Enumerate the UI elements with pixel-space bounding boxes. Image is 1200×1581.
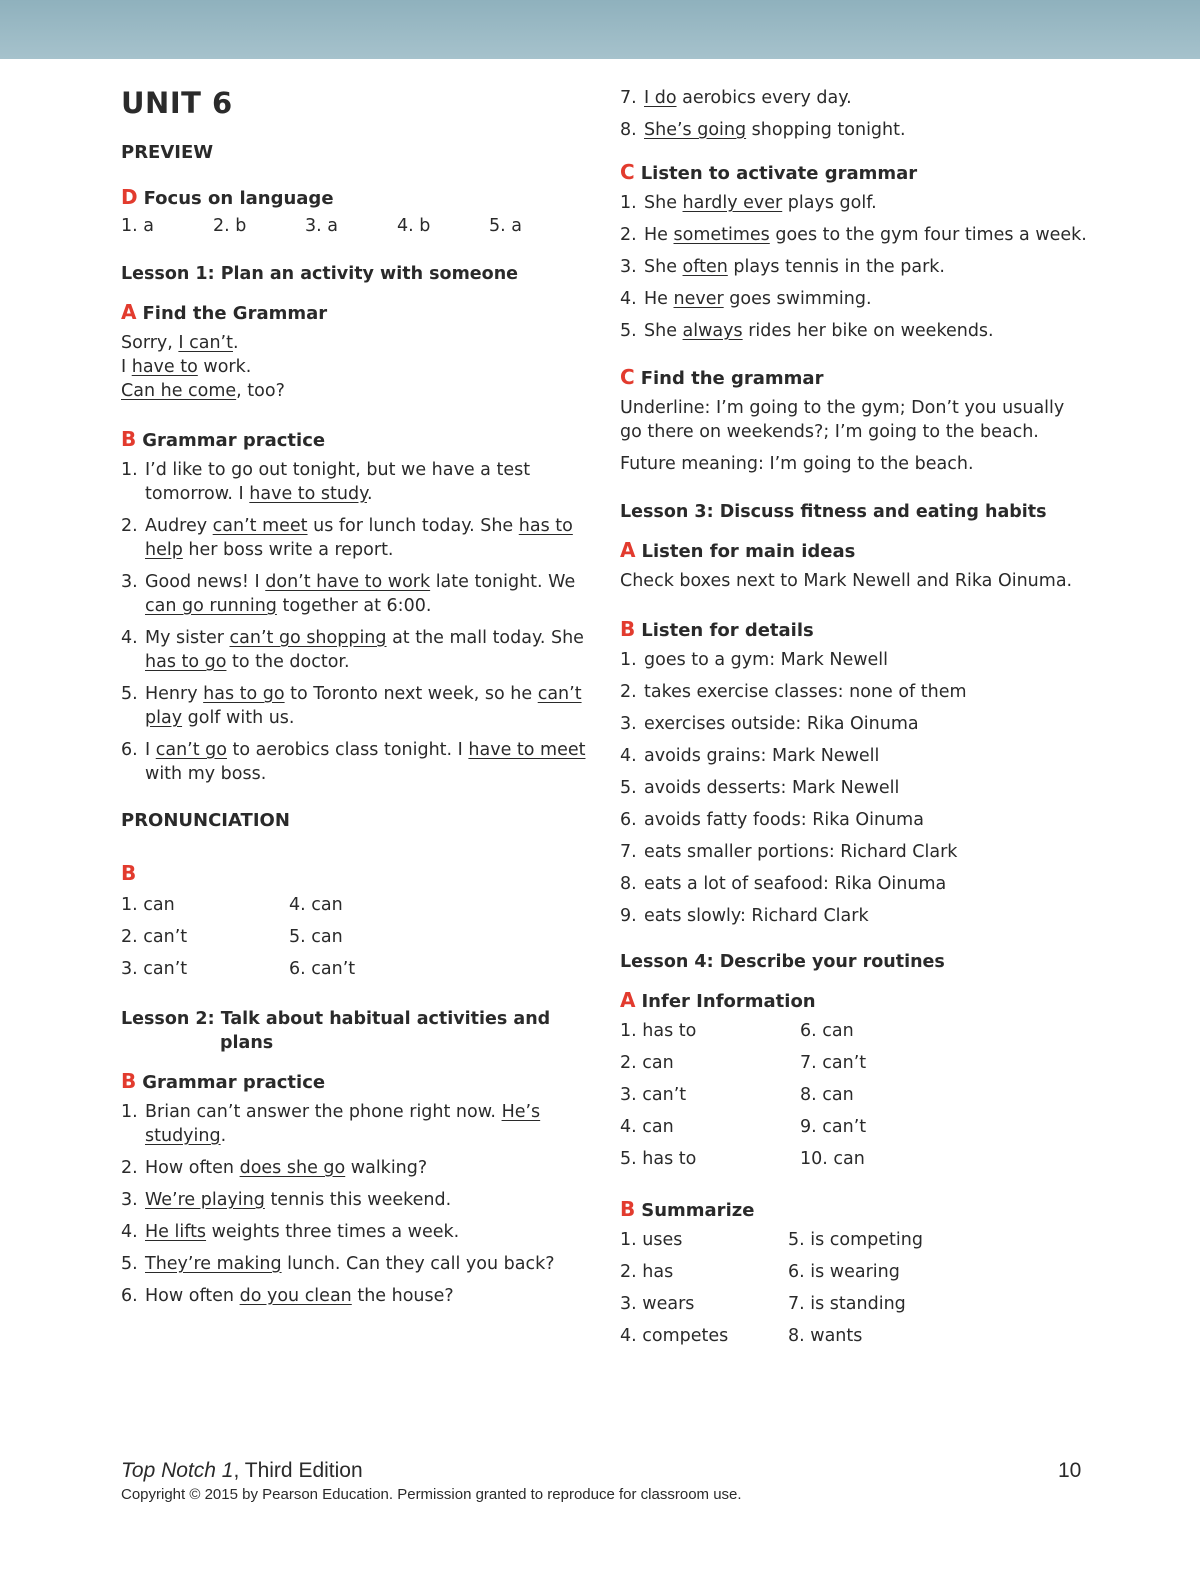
list-item (620, 648, 1090, 672)
text: . (232, 333, 239, 353)
underlined-text: He’s studying (145, 1102, 541, 1146)
list-item (620, 191, 1090, 215)
item-number: 2. (620, 225, 637, 245)
answer-item: 3. can’t (121, 959, 188, 979)
answer-item: 4. b (397, 216, 431, 236)
focus-language-answers (121, 216, 586, 236)
text: exercises outside: Rika Oinuma (644, 714, 919, 734)
text: with my boss. (145, 764, 267, 784)
underlined-text: can go running (145, 596, 277, 616)
section-letter: C (620, 160, 635, 184)
item-number: 2. (620, 682, 637, 702)
item-number: 1. (620, 193, 637, 213)
focus-language-heading (121, 185, 586, 209)
section-letter: B (121, 427, 137, 451)
section-letter: B (620, 617, 636, 641)
answer-item: 7. can’t (800, 1053, 867, 1073)
text: rides her bike on weekends. (742, 321, 994, 341)
answer-item: 4. competes (620, 1326, 729, 1346)
item-number: 1. (121, 460, 138, 480)
grammar-practice-2-list-cont (620, 86, 1090, 142)
underlined-text: have to study (249, 484, 367, 504)
summarize-heading (620, 1197, 1090, 1221)
list-item (121, 738, 586, 786)
text: together at 6:00. (276, 596, 432, 616)
book-title (121, 1459, 363, 1483)
text: avoids grains: Mark Newell (644, 746, 880, 766)
text: My sister (145, 628, 230, 648)
text: eats smaller portions: Richard Clark (644, 842, 958, 862)
lesson-2-title: Lesson 2: Talk about habitual activities and plans (121, 1009, 551, 1053)
list-item (121, 1252, 586, 1276)
list-item (620, 840, 1090, 864)
answer-item: 5. is competing (788, 1230, 923, 1250)
item-number: 1. (620, 650, 637, 670)
item-number: 5. (121, 684, 138, 704)
section-heading-text: Listen for details (641, 620, 814, 641)
underlined-text: have to (131, 357, 198, 377)
answer-item: 7. is standing (788, 1294, 906, 1314)
text: to Toronto next week, so he (284, 684, 538, 704)
answer-item: 3. wears (620, 1294, 695, 1314)
list-item (620, 86, 1090, 110)
underlined-text: can’t go (155, 740, 227, 760)
find-grammar-2-future: Future meaning: I’m going to the beach. (620, 454, 974, 474)
item-number: 8. (620, 120, 637, 140)
summarize-answers (620, 1228, 1090, 1348)
main-ideas-text: Check boxes next to Mark Newell and Rika Oinuma. (620, 571, 1073, 591)
text: takes exercise classes: none of them (644, 682, 967, 702)
pronunciation-b-heading (121, 861, 586, 885)
listen-details-heading (620, 617, 1090, 641)
lesson-3-title: Lesson 3: Discuss fitness and eating habits (620, 502, 1047, 522)
text: the house? (351, 1286, 454, 1306)
text: to the doctor. (226, 652, 350, 672)
section-letter: D (121, 185, 138, 209)
text: eats a lot of seafood: Rika Oinuma (644, 874, 947, 894)
text: She (644, 321, 683, 341)
grammar-line (121, 355, 586, 379)
underlined-text: can’t meet (212, 516, 308, 536)
text: shopping tonight. (746, 120, 906, 140)
text: Good news! I (145, 572, 266, 592)
text: She (644, 193, 683, 213)
left-column (121, 80, 586, 1330)
section-heading-text: Find the Grammar (142, 303, 328, 324)
infer-info-answers (620, 1019, 1090, 1171)
underlined-text: can’t go shopping (229, 628, 387, 648)
text: golf with us. (182, 708, 295, 728)
list-item (121, 514, 586, 562)
answer-item: 9. can’t (800, 1117, 867, 1137)
item-number: 8. (620, 874, 637, 894)
list-item (121, 1156, 586, 1180)
text: How often (145, 1286, 240, 1306)
section-letter: B (121, 861, 137, 885)
answer-item: 5. a (489, 216, 522, 236)
underlined-text: He lifts (145, 1222, 207, 1242)
answer-item: 8. wants (788, 1326, 863, 1346)
item-number: 4. (121, 628, 138, 648)
infer-info-heading (620, 988, 1090, 1012)
text: her boss write a report. (182, 540, 394, 560)
item-number: 6. (121, 1286, 138, 1306)
section-heading-text: Infer Information (641, 991, 816, 1012)
listen-details-list (620, 648, 1090, 928)
copyright-notice: Copyright © 2015 by Pearson Education. Permission granted to reproduce for classroom use. (121, 1486, 742, 1503)
text: , too? (236, 381, 285, 401)
list-item (620, 680, 1090, 704)
list-item (121, 626, 586, 674)
item-number: 3. (620, 257, 637, 277)
item-number: 2. (121, 516, 138, 536)
answer-item: 4. can (620, 1117, 674, 1137)
text: goes swimming. (723, 289, 872, 309)
answer-item: 6. can (800, 1021, 854, 1041)
list-item (620, 904, 1090, 928)
answer-item: 6. is wearing (788, 1262, 900, 1282)
answer-item: 4. can (289, 895, 343, 915)
answer-item: 1. has to (620, 1021, 697, 1041)
section-letter: A (620, 538, 636, 562)
text: avoids desserts: Mark Newell (644, 778, 900, 798)
underlined-text: don’t have to work (265, 572, 431, 592)
section-heading-text: Find the grammar (640, 368, 824, 389)
text: to aerobics class tonight. I (226, 740, 469, 760)
answer-item: 8. can (800, 1085, 854, 1105)
list-item (620, 712, 1090, 736)
list-item (121, 1220, 586, 1244)
underlined-text: sometimes (673, 225, 770, 245)
text: . (220, 1126, 227, 1146)
text: tennis this weekend. (264, 1190, 452, 1210)
answer-item: 5. can (289, 927, 343, 947)
text: She (644, 257, 683, 277)
underlined-text: I do (644, 88, 677, 108)
book-edition: , Third Edition (233, 1459, 363, 1482)
underlined-text: They’re making (145, 1254, 282, 1274)
answer-item: 10. can (800, 1149, 865, 1169)
underlined-text: does she go (239, 1158, 346, 1178)
section-heading-text: Focus on language (143, 188, 334, 209)
list-item (121, 682, 586, 730)
item-number: 6. (620, 810, 637, 830)
list-item (620, 287, 1090, 311)
main-ideas-heading (620, 538, 1090, 562)
item-number: 2. (121, 1158, 138, 1178)
section-letter: B (620, 1197, 636, 1221)
grammar-practice-list (121, 458, 586, 786)
list-item (620, 319, 1090, 343)
text: He (644, 225, 674, 245)
grammar-practice-heading (121, 427, 586, 451)
item-number: 7. (620, 842, 637, 862)
answer-item: 3. a (305, 216, 338, 236)
underlined-text: has to go (145, 652, 227, 672)
answer-item: 2. can (620, 1053, 674, 1073)
underlined-text: have to meet (468, 740, 586, 760)
list-item (121, 1100, 586, 1148)
list-item (620, 776, 1090, 800)
item-number: 3. (121, 572, 138, 592)
text: at the mall today. She (386, 628, 584, 648)
answer-item: 1. can (121, 895, 175, 915)
text: Brian can’t answer the phone right now. (145, 1102, 502, 1122)
text: weights three times a week. (206, 1222, 460, 1242)
text: eats slowly: Richard Clark (644, 906, 869, 926)
text: I (121, 357, 132, 377)
find-grammar-heading (121, 300, 586, 324)
pronunciation-answers (121, 893, 586, 981)
text: Henry (145, 684, 204, 704)
list-item (620, 808, 1090, 832)
item-number: 4. (620, 289, 637, 309)
answer-item: 2. b (213, 216, 247, 236)
section-letter: A (121, 300, 137, 324)
find-grammar-2-heading (620, 365, 1090, 389)
book-title-italic: Top Notch 1 (121, 1459, 234, 1482)
text: He (644, 289, 674, 309)
text: late tonight. We (430, 572, 576, 592)
list-item (121, 1284, 586, 1308)
find-grammar-lines (121, 331, 586, 403)
text: How often (145, 1158, 240, 1178)
section-heading-text: Listen for main ideas (641, 541, 856, 562)
underlined-text: She’s going (644, 120, 747, 140)
text: work. (197, 357, 252, 377)
item-number: 5. (620, 321, 637, 341)
answer-item: 1. a (121, 216, 154, 236)
item-number: 3. (620, 714, 637, 734)
item-number: 3. (121, 1190, 138, 1210)
text: goes to the gym four times a week. (769, 225, 1087, 245)
text: aerobics every day. (676, 88, 852, 108)
item-number: 5. (121, 1254, 138, 1274)
list-item (620, 255, 1090, 279)
listen-activate-heading (620, 160, 1090, 184)
text: plays golf. (782, 193, 877, 213)
answer-item: 5. has to (620, 1149, 697, 1169)
underlined-text: Can he come (121, 381, 237, 401)
underlined-text: do you clean (239, 1286, 352, 1306)
underlined-text: often (682, 257, 728, 277)
section-heading-text: Summarize (641, 1200, 755, 1221)
lesson-1-title: Lesson 1: Plan an activity with someone (121, 264, 519, 284)
answer-item: 1. uses (620, 1230, 683, 1250)
text: Sorry, (121, 333, 179, 353)
unit-title: UNIT 6 (121, 86, 233, 120)
answer-item: 2. has (620, 1262, 674, 1282)
text: Audrey (145, 516, 213, 536)
underlined-text: We’re playing (145, 1190, 265, 1210)
text: plays tennis in the park. (727, 257, 945, 277)
header-band (0, 0, 1200, 59)
list-item (620, 223, 1090, 247)
answer-item: 3. can’t (620, 1085, 687, 1105)
underlined-text: hardly ever (682, 193, 783, 213)
item-number: 4. (620, 746, 637, 766)
section-heading-text: Listen to activate grammar (640, 163, 918, 184)
section-letter: B (121, 1069, 137, 1093)
item-number: 4. (121, 1222, 138, 1242)
text: . (366, 484, 373, 504)
grammar-practice-2-list (121, 1100, 586, 1308)
answer-item: 6. can’t (289, 959, 356, 979)
text: lunch. Can they call you back? (281, 1254, 555, 1274)
text: us for lunch today. She (307, 516, 519, 536)
list-item (620, 118, 1090, 142)
text: walking? (345, 1158, 428, 1178)
section-heading-text: Grammar practice (142, 430, 326, 451)
underlined-text: has to go (203, 684, 285, 704)
underlined-text: never (673, 289, 724, 309)
item-number: 9. (620, 906, 637, 926)
underlined-text: has to help (145, 516, 573, 560)
item-number: 7. (620, 88, 637, 108)
item-number: 6. (121, 740, 138, 760)
find-grammar-2-underline: Underline: I’m going to the gym; Don’t you usually go there on weekends?; I’m going to the beach. (620, 398, 1065, 442)
list-item (121, 1188, 586, 1212)
answer-item: 2. can’t (121, 927, 188, 947)
grammar-line (121, 379, 586, 403)
section-letter: C (620, 365, 635, 389)
page-number: 10 (1058, 1459, 1082, 1482)
text: I’d like to go out tonight, but we have a test tomorrow. I (145, 460, 531, 504)
text: I (145, 740, 156, 760)
item-number: 5. (620, 778, 637, 798)
list-item (121, 458, 586, 506)
list-item (620, 872, 1090, 896)
section-heading-text: Grammar practice (142, 1072, 326, 1093)
pronunciation-heading: PRONUNCIATION (121, 810, 290, 831)
grammar-line (121, 331, 586, 355)
list-item (620, 744, 1090, 768)
underlined-text: I can’t (178, 333, 233, 353)
preview-heading: PREVIEW (121, 142, 214, 163)
listen-activate-list (620, 191, 1090, 343)
right-column (620, 86, 1090, 1374)
text: goes to a gym: Mark Newell (644, 650, 889, 670)
text: avoids fatty foods: Rika Oinuma (644, 810, 924, 830)
item-number: 1. (121, 1102, 138, 1122)
grammar-practice-2-heading (121, 1069, 586, 1093)
underlined-text: always (682, 321, 743, 341)
list-item (121, 570, 586, 618)
underlined-text: can’t play (145, 684, 582, 728)
section-letter: A (620, 988, 636, 1012)
lesson-4-title: Lesson 4: Describe your routines (620, 952, 945, 972)
